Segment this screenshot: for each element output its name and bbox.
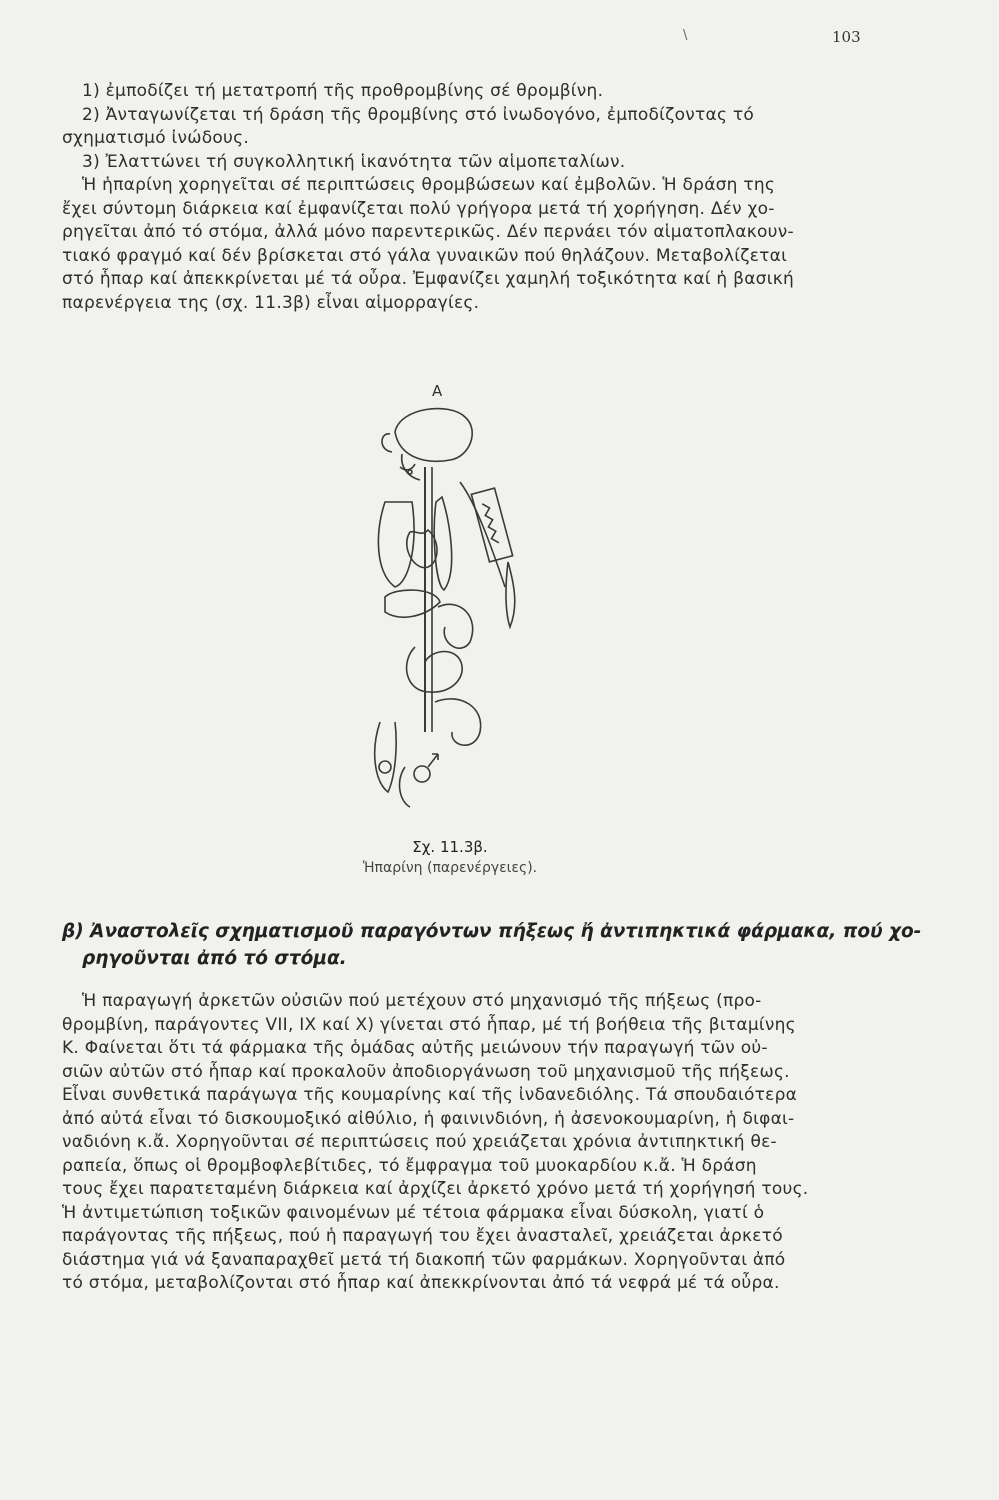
text-line: σχηματισμό ἰνώδους. xyxy=(62,128,250,148)
heading-line: β) Ἀναστολεῖς σχηματισμοῦ παραγόντων πήξεως ἤ ἀντιπηκτικά φάρμακα, πού χο- xyxy=(62,921,922,942)
text-line: θρομβίνη, παράγοντες VII, IX καί X) γίνεται στό ἧπαρ, μέ τή βοήθεια τῆς βιταμίνης xyxy=(62,1014,796,1035)
text-line: 2) Ἀνταγωνίζεται τή δράση τῆς θρομβίνης στό ἰνωδογόνο, ἐμποδίζοντας τό xyxy=(82,104,754,125)
heparin-side-effects-figure xyxy=(340,372,560,842)
figure-caption: Ἡπαρίνη (παρενέργειες). xyxy=(362,860,538,876)
text-line: 1) ἐμποδίζει τή μετατροπή τῆς προθρομβίνης σέ θρομβίνη. xyxy=(82,81,604,101)
text-line: τους ἔχει παρατεταμένη διάρκεια καί ἀρχίζει ἀρκετό χρόνο μετά τή χορήγησή τους. xyxy=(62,1179,809,1199)
text-line: ἔχει σύντομη διάρκεια καί ἐμφανίζεται πολύ γρήγορα μετά τή χορήγηση. Δέν χο- xyxy=(62,198,775,219)
text-line: τό στόμα, μεταβολίζονται στό ἧπαρ καί ἀπεκκρίνονται ἀπό τά νεφρά μέ τά οὖρα. xyxy=(62,1273,780,1293)
text-line: Ἡ παραγωγή ἀρκετῶν οὐσιῶν πού μετέχουν στό μηχανισμό τῆς πήξεως (προ- xyxy=(82,991,762,1011)
heading-line: ρηγοῦνται ἀπό τό στόμα. xyxy=(82,948,347,969)
text-line: 3) Ἐλαττώνει τή συγκολλητική ἱκανότητα τῶν αἱμοπεταλίων. xyxy=(82,151,626,172)
text-line: ρηγεῖται ἀπό τό στόμα, ἀλλά μόνο παρεντερικῶς. Δέν περνάει τόν αἱματοπλακουν- xyxy=(62,222,794,242)
section-heading xyxy=(62,918,922,972)
page-number: 103 xyxy=(832,28,861,46)
text-line: Κ. Φαίνεται ὅτι τά φάρμακα τῆς ὁμάδας αὐτῆς μειώνουν τήν παραγωγή τῶν οὐ- xyxy=(62,1038,768,1058)
heparin-effects-paragraph xyxy=(62,80,862,315)
scan-mark: \ xyxy=(683,28,688,43)
anticoagulants-paragraph xyxy=(62,990,862,1296)
text-line: Εἶναι συνθετικά παράγωγα τῆς κουμαρίνης καί τῆς ἰνδανεδιόλης. Τά σπουδαιότερα xyxy=(62,1085,798,1105)
text-line: ἀπό αὐτά εἶναι τό δισκουμοξικό αἰθύλιο, ἡ φαινινδιόνη, ἡ ἀσενοκουμαρίνη, ἡ διφαι- xyxy=(62,1108,795,1129)
text-line: ραπεία, ὅπως οἱ θρομβοφλεβίτιδες, τό ἔμφραγμα τοῦ μυοκαρδίου κ.ἄ. Ἡ δράση xyxy=(62,1155,757,1176)
figure-number: Σχ. 11.3β. xyxy=(412,838,488,856)
text-line: τιακό φραγμό καί δέν βρίσκεται στό γάλα γυναικῶν πού θηλάζουν. Μεταβολίζεται xyxy=(62,245,788,266)
text-line: παράγοντας τῆς πήξεως, πού ἡ παραγωγή του ἔχει ἀνασταλεῖ, χρειάζεται ἀρκετό xyxy=(62,1226,783,1246)
text-line: στό ἧπαρ καί ἀπεκκρίνεται μέ τά οὖρα. Ἐμφανίζει χαμηλή τοξικότητα καί ἡ βασική xyxy=(62,269,794,289)
text-line: παρενέργεια της (σχ. 11.3β) εἶναι αἱμορραγίες. xyxy=(62,292,480,313)
text-line: Ἡ ἡπαρίνη χορηγεῖται σέ περιπτώσεις θρομβώσεων καί ἐμβολῶν. Ἡ δράση της xyxy=(82,175,776,195)
text-line: διάστημα γιά νά ξαναπαραχθεῖ μετά τή διακοπή τῶν φαρμάκων. Χορηγοῦνται ἀπό xyxy=(62,1249,786,1270)
text-line: Ἡ ἀντιμετώπιση τοξικῶν φαινομένων μέ τέτοια φάρμακα εἶναι δύσκολη, γιατί ὁ xyxy=(62,1202,765,1223)
anatomy-illustration xyxy=(340,372,560,842)
text-line: ναδιόνη κ.ἄ. Χορηγοῦνται σέ περιπτώσεις πού χρειάζεται χρόνια ἀντιπηκτική θε- xyxy=(62,1132,777,1152)
text-line: σιῶν αὐτῶν στό ἧπαρ καί προκαλοῦν ἀποδιοργάνωση τοῦ μηχανισμοῦ τῆς πήξεως. xyxy=(62,1061,790,1082)
figure-marker: Α xyxy=(432,382,443,400)
